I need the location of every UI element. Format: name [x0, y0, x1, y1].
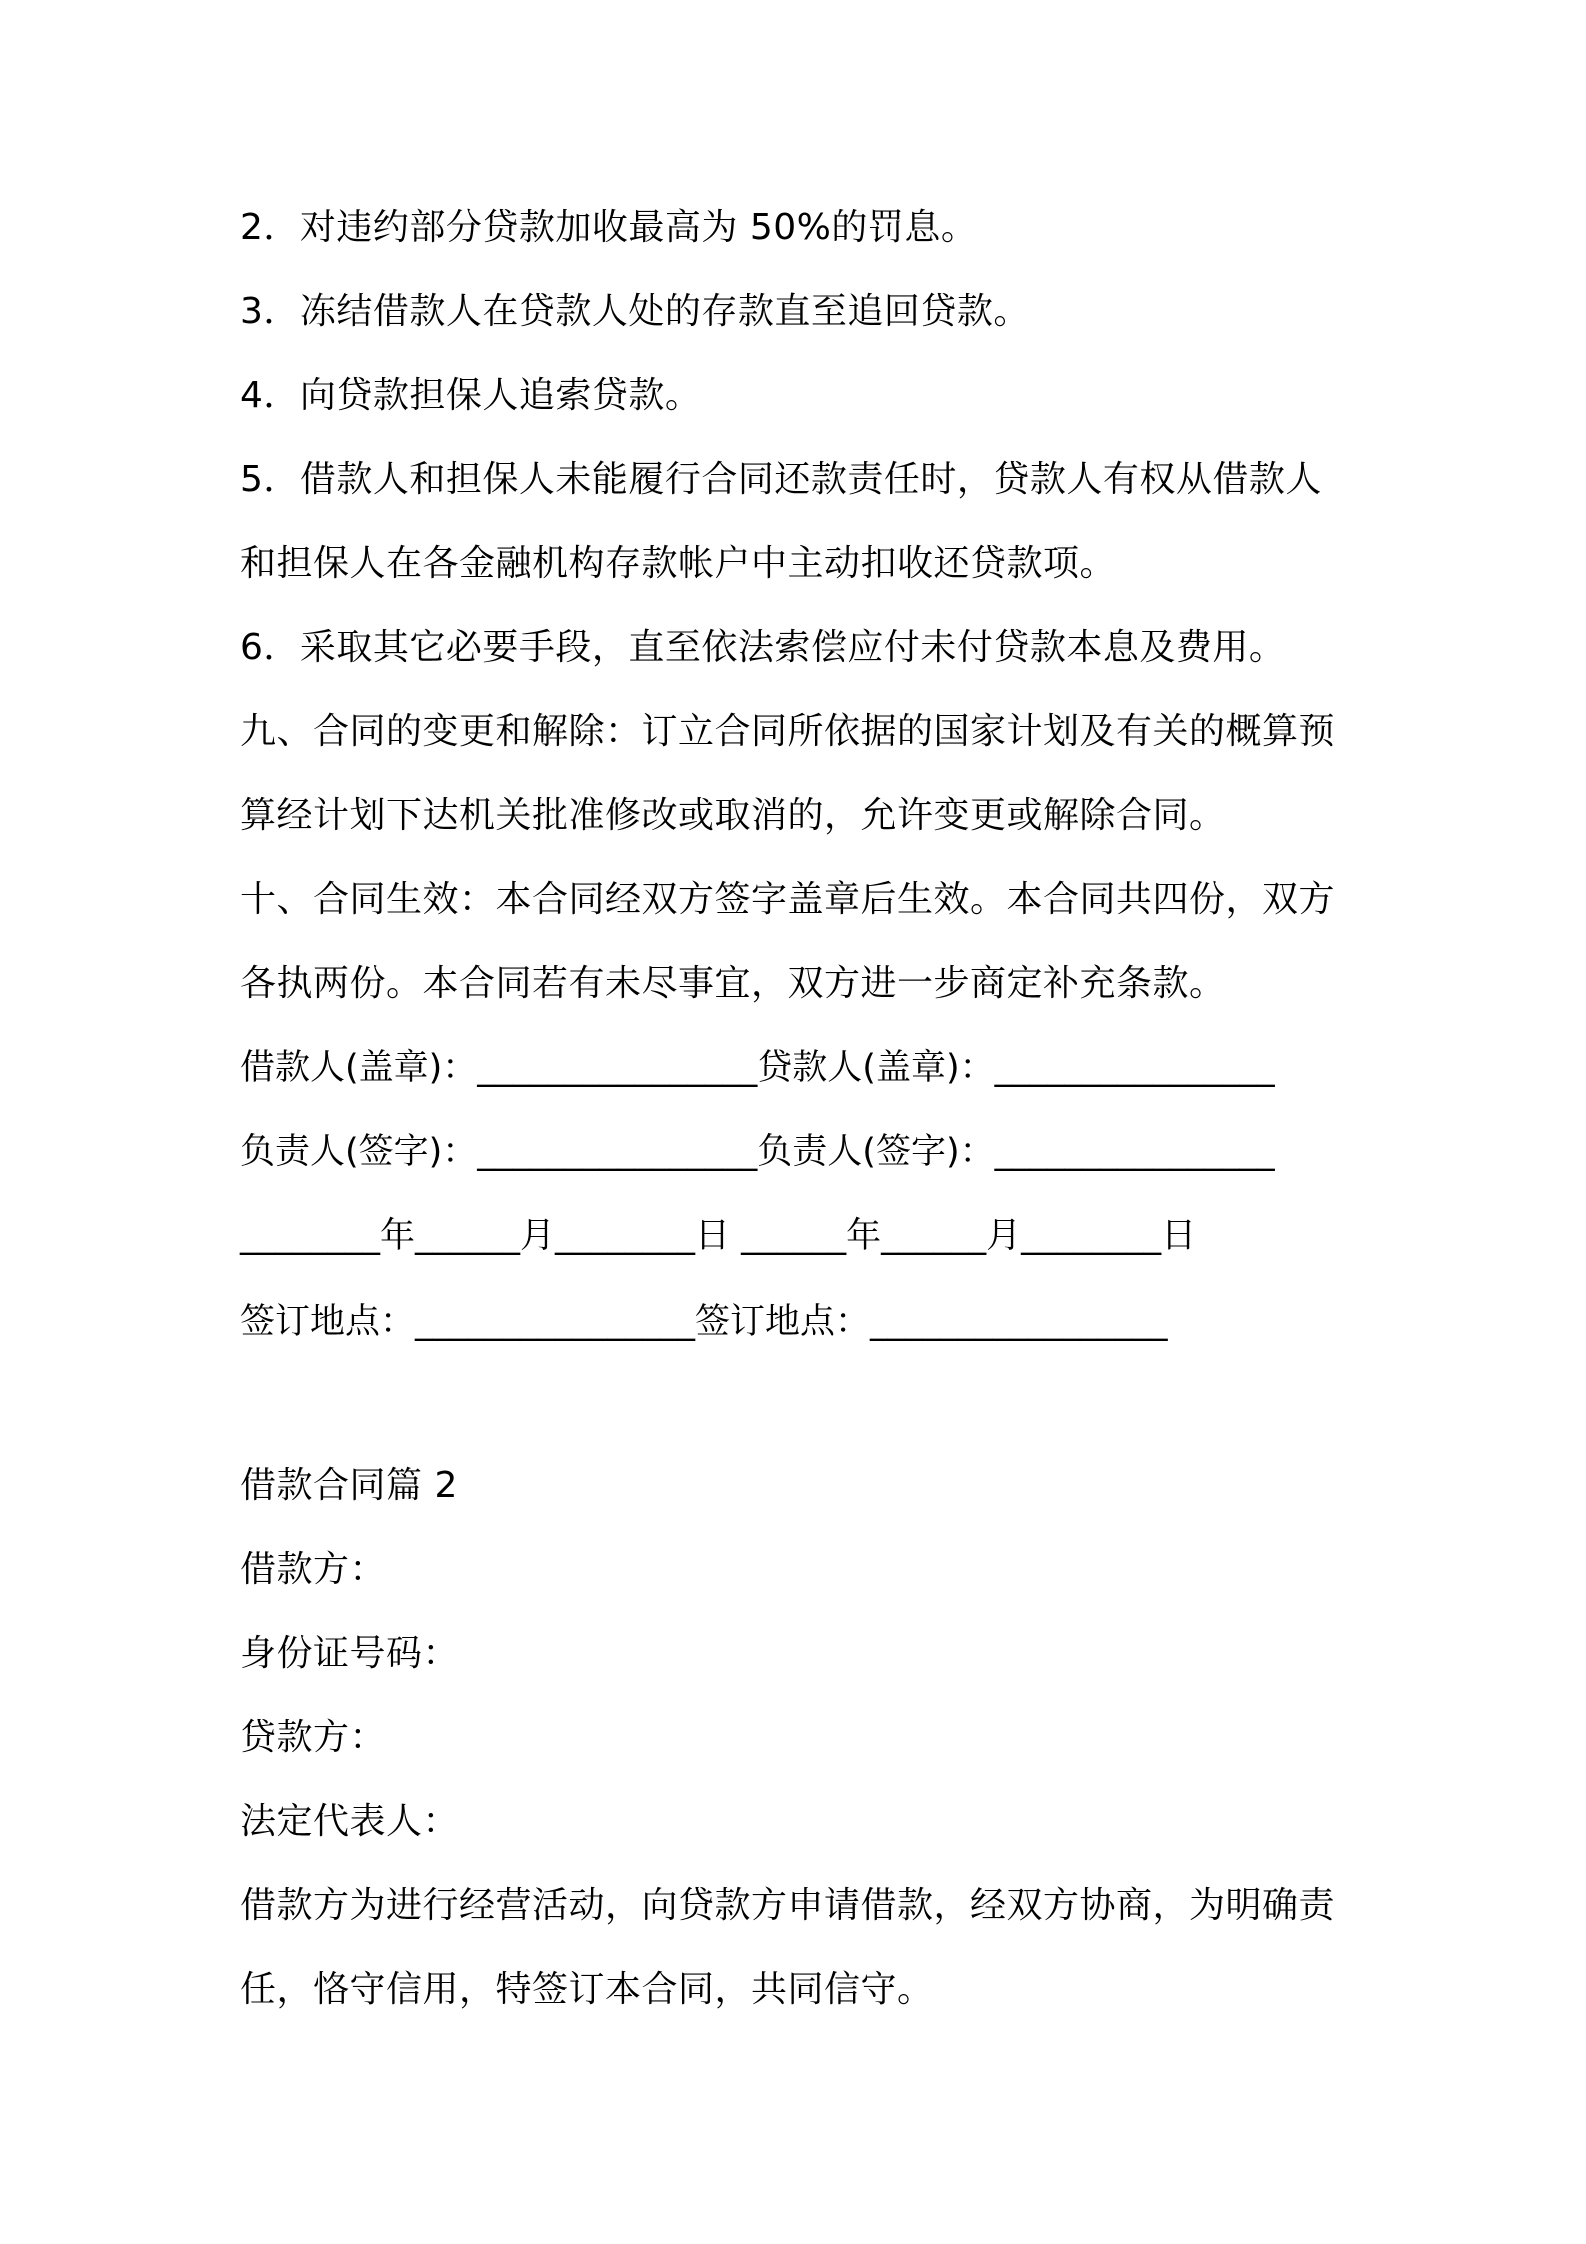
clause-2: 2．对违约部分贷款加收最高为 50%的罚息。 [240, 207, 978, 248]
section-9-line-1: 九、合同的变更和解除：订立合同所依据的国家计划及有关的概算预 [240, 711, 1336, 752]
seal-signature-line: 借款人(盖章)：________________贷款人(盖章)：________________ [240, 1048, 1275, 1088]
contract-2-intro-line-1: 借款方为进行经营活动，向贷款方申请借款，经双方协商，为明确责 [240, 1885, 1336, 1926]
contract-2-title: 借款合同篇 2 [240, 1465, 458, 1506]
borrower-label: 借款方： [240, 1549, 387, 1590]
clause-5-line-2: 和担保人在各金融机构存款帐户中主动扣收还贷款项。 [240, 543, 1117, 584]
sign-signature-line: 负责人(签字)：________________负责人(签字)：________________ [240, 1132, 1275, 1172]
id-number-label: 身份证号码： [240, 1633, 460, 1674]
contract-2-intro-line-2: 任，恪守信用，特签订本合同，共同信守。 [240, 1969, 934, 2010]
section-10-line-1: 十、合同生效：本合同经双方签字盖章后生效。本合同共四份，双方 [240, 879, 1336, 920]
signing-place-line: 签订地点：________________签订地点：_________________ [240, 1302, 1168, 1342]
section-9-line-2: 算经计划下达机关批准修改或取消的，允许变更或解除合同。 [240, 795, 1226, 836]
section-10-line-2: 各执两份。本合同若有未尽事宜，双方进一步商定补充条款。 [240, 963, 1226, 1004]
date-line: ________年______月________日 ______年______月________日 [240, 1216, 1197, 1256]
legal-representative-label: 法定代表人： [240, 1801, 460, 1842]
lender-label: 贷款方： [240, 1717, 387, 1758]
clause-3: 3．冻结借款人在贷款人处的存款直至追回贷款。 [240, 291, 1030, 332]
clause-4: 4．向贷款担保人追索贷款。 [240, 375, 702, 416]
clause-5-line-1: 5．借款人和担保人未能履行合同还款责任时，贷款人有权从借款人 [240, 459, 1322, 500]
clause-6: 6．采取其它必要手段，直至依法索偿应付未付贷款本息及费用。 [240, 627, 1286, 668]
